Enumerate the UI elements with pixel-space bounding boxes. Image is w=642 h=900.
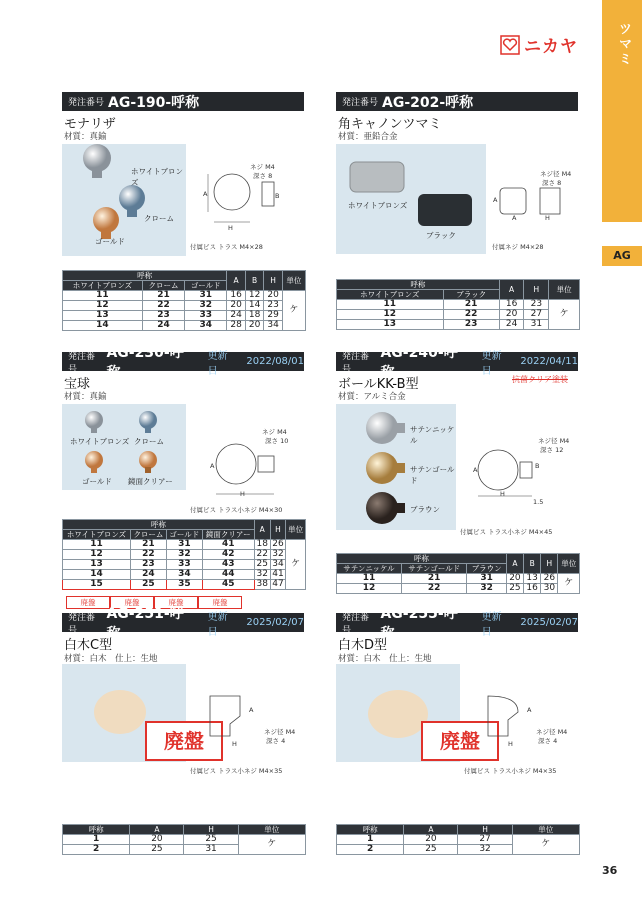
order-prefix: 発注番号 [68, 612, 96, 636]
heart-logo-icon [500, 35, 520, 55]
table-cell: 25 [130, 845, 184, 855]
table-cell: 29 [264, 311, 283, 321]
col-subheader: ブラック [443, 290, 499, 300]
section-header-ag202 [336, 92, 578, 111]
table-cell: 16 [499, 300, 524, 310]
depth-note: 深さ 10 [265, 437, 289, 445]
update-date: 2025/02/07 [520, 617, 579, 628]
table-row [63, 301, 306, 311]
col-header: 単位 [558, 554, 580, 574]
table-cell: 20 [404, 835, 458, 845]
dim-h: H [545, 214, 550, 222]
table-row [63, 570, 306, 580]
order-code: AG-255-呼称 [380, 605, 458, 642]
col-header: H [184, 825, 238, 835]
table-cell: 22 [254, 550, 270, 560]
update-label: 更新日 [481, 350, 502, 377]
col-header: 呼称 [63, 825, 130, 835]
product-material: 材質：真鍮 [64, 392, 107, 402]
page-number: 36 [602, 864, 618, 877]
section-header-ag230 [62, 344, 305, 381]
col-subheader: 鏡面クリアー [202, 530, 254, 540]
knob-photo-icon [336, 144, 486, 254]
col-subheader: ゴールド [185, 281, 227, 291]
dim-offset: 1.5 [533, 498, 544, 506]
product-image [62, 144, 186, 256]
dim-a: A [249, 706, 254, 714]
screw-note: ネジ径 M4 [264, 728, 296, 736]
product-name: 角キャノンツマミ [338, 117, 442, 132]
col-subheader: サテンゴールド [401, 564, 467, 574]
brand-logo [500, 32, 578, 57]
table-cell: 12 [245, 291, 264, 301]
table-cell: 2 [337, 845, 404, 855]
discontinued-stamp: 廃盤 [154, 596, 198, 609]
table-cell: 11 [63, 291, 143, 301]
update-date: 2022/04/11 [520, 356, 579, 367]
product-material: 材質：白木 仕上：生地 [338, 654, 432, 664]
depth-note: 深さ 12 [540, 446, 564, 454]
order-prefix: 発注番号 [342, 351, 370, 375]
product-material: 材質：アルミ合金 [338, 392, 406, 402]
col-header: 呼称 [337, 825, 404, 835]
col-header: A [227, 271, 246, 291]
product-material: 材質：真鍮 [64, 132, 107, 142]
order-code: AG-190-呼称 [108, 94, 200, 111]
depth-note: 深さ 8 [253, 172, 273, 180]
table-cell: 13 [524, 574, 541, 584]
discontinued-stamp: 廃盤 [421, 721, 499, 761]
col-header: 単位 [286, 520, 306, 540]
product-name: 宝球 [64, 377, 91, 392]
table-row [63, 321, 306, 331]
table-cell: 18 [254, 540, 270, 550]
table-cell: 21 [401, 574, 467, 584]
screw-included-note: 付属ビス トラス小ネジ M4×35 [190, 767, 283, 775]
table-cell: 21 [142, 291, 184, 301]
table-cell: 25 [404, 845, 458, 855]
table-cell: 21 [130, 540, 166, 550]
spec-table-ag240 [336, 553, 580, 594]
spec-table-ag202 [336, 279, 580, 330]
table-cell: 20 [506, 574, 523, 584]
brand-name: ニカヤ [524, 37, 578, 57]
table-cell: 20 [245, 321, 264, 331]
table-cell: 32 [254, 570, 270, 580]
table-cell: 22 [401, 584, 467, 594]
table-cell: 31 [467, 574, 506, 584]
table-cell: 34 [185, 321, 227, 331]
dimension-drawing [200, 690, 260, 746]
table-cell: 20 [499, 310, 524, 320]
update-date: 2022/08/01 [246, 356, 305, 367]
dim-a: A [210, 462, 215, 470]
table-cell: 22 [130, 550, 166, 560]
finish-label: 鏡面クリアー [128, 477, 173, 486]
table-cell: 34 [166, 570, 202, 580]
dimension-drawing [478, 690, 538, 746]
order-code: AG-202-呼称 [382, 94, 474, 111]
category-tab [602, 0, 642, 222]
table-cell: 33 [185, 311, 227, 321]
dim-h: H [232, 740, 237, 748]
col-subheader: ホワイトブロンズ [63, 530, 131, 540]
table-cell: 14 [63, 321, 143, 331]
finish-label: ブラック [426, 231, 456, 240]
section-header-ag190 [62, 92, 304, 111]
ag-tab: AG [602, 246, 642, 266]
product-name: 白木C型 [64, 638, 113, 653]
category-tab-label: ツマミ [616, 22, 631, 67]
table-row [337, 584, 580, 594]
table-cell: 14 [245, 301, 264, 311]
unit-cell: ケ [282, 291, 305, 331]
table-cell: 33 [166, 560, 202, 570]
col-subheader: クローム [130, 530, 166, 540]
dim-h: H [228, 224, 233, 232]
table-cell: 16 [524, 584, 541, 594]
col-header: H [524, 280, 549, 300]
dim-a: A [473, 466, 478, 474]
order-code: AG-251-呼称 [106, 605, 184, 642]
col-header: 呼称 [63, 271, 227, 281]
table-cell: 1 [63, 835, 130, 845]
table-cell: 22 [142, 301, 184, 311]
product-name: ボールKK-B型 [338, 377, 419, 392]
dim-b: B [535, 462, 540, 470]
dim-a: A [203, 190, 208, 198]
col-header: 呼称 [337, 554, 507, 564]
product-name: 白木D型 [338, 638, 388, 653]
table-cell: 31 [524, 320, 549, 330]
col-subheader: クローム [142, 281, 184, 291]
discontinued-stamp: 廃盤 [198, 596, 242, 609]
table-cell: 25 [130, 580, 166, 590]
col-header: 呼称 [337, 280, 500, 290]
product-image [62, 404, 186, 490]
finish-label: ホワイトブロンズ [70, 437, 130, 446]
table-row [337, 574, 580, 584]
col-subheader: ブラウン [467, 564, 506, 574]
col-header: 単位 [512, 825, 579, 835]
table-row [63, 540, 306, 550]
col-subheader: サテンニッケル [337, 564, 402, 574]
product-name: モナリザ [64, 117, 116, 132]
table-cell: 25 [506, 584, 523, 594]
table-cell: 20 [130, 835, 184, 845]
table-cell: 27 [458, 835, 512, 845]
section-header-ag255 [336, 605, 579, 642]
table-row [63, 560, 306, 570]
table-cell: 26 [270, 540, 286, 550]
table-cell: 34 [270, 560, 286, 570]
table-cell: 38 [254, 580, 270, 590]
screw-note: ネジ M4 [250, 163, 275, 171]
product-material: 材質：白木 仕上：生地 [64, 654, 158, 664]
depth-note: 深さ 8 [542, 179, 562, 187]
col-subheader: ホワイトブロンズ [63, 281, 143, 291]
col-header: H [458, 825, 512, 835]
section-header-ag251 [62, 605, 305, 642]
table-cell: 30 [541, 584, 558, 594]
table-cell: 11 [337, 574, 402, 584]
col-header: B [524, 554, 541, 574]
table-cell: 32 [270, 550, 286, 560]
product-image [336, 404, 456, 530]
update-label: 更新日 [207, 350, 228, 377]
col-header: B [245, 271, 264, 291]
table-cell: 16 [227, 291, 246, 301]
table-cell: 23 [130, 560, 166, 570]
discontinued-stamp: 廃盤 [145, 721, 223, 761]
screw-included-note: 付属ビス トラス小ネジ M4×30 [190, 506, 283, 514]
table-cell: 15 [63, 580, 131, 590]
table-cell: 47 [270, 580, 286, 590]
order-prefix: 発注番号 [68, 351, 96, 375]
col-header: A [506, 554, 523, 574]
table-cell: 31 [185, 291, 227, 301]
table-cell: 32 [185, 301, 227, 311]
finish-label: サテンニッケル [410, 425, 455, 445]
table-cell: 32 [166, 550, 202, 560]
col-header: 呼称 [63, 520, 255, 530]
dim-h: H [508, 740, 513, 748]
screw-note: ネジ径 M4 [538, 437, 570, 445]
dim-h: H [500, 490, 505, 498]
finish-label: ゴールド [95, 237, 125, 246]
table-row [337, 835, 580, 845]
product-image [336, 144, 486, 254]
table-cell: 20 [227, 301, 246, 311]
col-header: A [130, 825, 184, 835]
finish-label: ホワイトブロンズ [348, 201, 408, 210]
table-row [63, 550, 306, 560]
dim-a: A [512, 214, 517, 222]
table-cell: 31 [184, 845, 238, 855]
table-row [63, 291, 306, 301]
table-cell: 24 [142, 321, 184, 331]
update-label: 更新日 [207, 611, 228, 638]
table-cell: 11 [337, 300, 444, 310]
table-cell: 41 [202, 540, 254, 550]
screw-note: ネジ M4 [262, 428, 287, 436]
table-cell: 12 [63, 550, 131, 560]
product-material: 材質：亜鉛合金 [338, 132, 398, 142]
table-cell: 27 [524, 310, 549, 320]
table-cell: 21 [443, 300, 499, 310]
table-cell: 12 [63, 301, 143, 311]
table-cell: 23 [264, 301, 283, 311]
dim-b: B [275, 192, 280, 200]
table-cell: 13 [337, 320, 444, 330]
screw-included-note: 付属ビス トラス小ネジ M4×45 [460, 528, 553, 536]
table-cell: 11 [63, 540, 131, 550]
depth-note: 深さ 4 [266, 737, 286, 745]
finish-label: クローム [144, 214, 174, 223]
table-cell: 34 [264, 321, 283, 331]
col-header: 単位 [282, 271, 305, 291]
dimension-drawing [202, 168, 292, 238]
table-cell: 20 [264, 291, 283, 301]
table-cell: 32 [467, 584, 506, 594]
col-header: A [404, 825, 458, 835]
table-cell: 25 [184, 835, 238, 845]
order-prefix: 発注番号 [68, 98, 105, 108]
table-row [337, 310, 580, 320]
table-cell: 13 [63, 311, 143, 321]
table-row [63, 580, 306, 590]
table-cell: 22 [443, 310, 499, 320]
depth-note: 深さ 4 [538, 737, 558, 745]
table-cell: 26 [541, 574, 558, 584]
col-header: H [264, 271, 283, 291]
finish-label: サテンゴールド [410, 465, 455, 485]
table-cell: 24 [130, 570, 166, 580]
col-header: A [254, 520, 270, 540]
table-row [337, 300, 580, 310]
table-row [337, 320, 580, 330]
table-cell: 23 [524, 300, 549, 310]
table-cell: 44 [202, 570, 254, 580]
screw-included-note: 付属ネジ M4×28 [492, 243, 544, 251]
table-cell: 42 [202, 550, 254, 560]
col-header: A [499, 280, 524, 300]
col-header: 単位 [549, 280, 580, 300]
screw-note: ネジ径 M4 [536, 728, 568, 736]
table-cell: 43 [202, 560, 254, 570]
dimension-drawing [492, 182, 572, 222]
finish-label: ブラウン [410, 505, 440, 514]
order-code: AG-230-呼称 [106, 344, 184, 381]
table-cell: 18 [245, 311, 264, 321]
dim-h: H [240, 490, 245, 498]
order-prefix: 発注番号 [342, 98, 379, 108]
table-cell: 23 [142, 311, 184, 321]
order-code: AG-240-呼称 [380, 344, 458, 381]
screw-included-note: 付属ビス トラス小ネジ M4×35 [464, 767, 557, 775]
table-cell: 41 [270, 570, 286, 580]
discontinued-stamp: 廃盤 [66, 596, 110, 609]
spec-table-ag230 [62, 519, 306, 590]
table-cell: 28 [227, 321, 246, 331]
finish-label: ホワイトブロンズ [131, 167, 184, 187]
col-subheader: ゴールド [166, 530, 202, 540]
unit-cell: ケ [549, 300, 580, 330]
table-cell: 25 [254, 560, 270, 570]
dim-a: A [527, 706, 532, 714]
table-row [63, 835, 306, 845]
unit-cell: ケ [238, 835, 305, 855]
table-cell: 35 [166, 580, 202, 590]
unit-cell: ケ [512, 835, 579, 855]
table-cell: 2 [63, 845, 130, 855]
table-cell: 12 [337, 310, 444, 320]
table-cell: 31 [166, 540, 202, 550]
dim-a: A [493, 196, 498, 204]
finish-label: クローム [134, 437, 164, 446]
col-header: 単位 [238, 825, 305, 835]
dimension-drawing [208, 436, 298, 500]
table-cell: 1 [337, 835, 404, 845]
table-row [63, 311, 306, 321]
table-cell: 32 [458, 845, 512, 855]
spec-table-ag255 [336, 824, 580, 855]
table-cell: 45 [202, 580, 254, 590]
spec-table-ag190 [62, 270, 306, 331]
table-cell: 24 [499, 320, 524, 330]
finish-label: ゴールド [82, 477, 112, 486]
table-cell: 24 [227, 311, 246, 321]
col-subheader: ホワイトブロンズ [337, 290, 444, 300]
screw-included-note: 付属ビス トラス M4×28 [190, 243, 263, 251]
unit-cell: ケ [558, 574, 580, 594]
col-header: H [541, 554, 558, 574]
order-prefix: 発注番号 [342, 612, 370, 636]
update-label: 更新日 [481, 611, 502, 638]
col-header: H [270, 520, 286, 540]
unit-cell: ケ [286, 540, 306, 590]
table-cell: 12 [337, 584, 402, 594]
screw-note: ネジ径 M4 [540, 170, 572, 178]
discontinued-option: 抗菌クリア塗装 [512, 375, 568, 384]
table-cell: 14 [63, 570, 131, 580]
table-cell: 13 [63, 560, 131, 570]
spec-table-ag251 [62, 824, 306, 855]
table-cell: 23 [443, 320, 499, 330]
discontinued-stamp: 廃盤 [110, 596, 154, 609]
update-date: 2025/02/07 [246, 617, 305, 628]
